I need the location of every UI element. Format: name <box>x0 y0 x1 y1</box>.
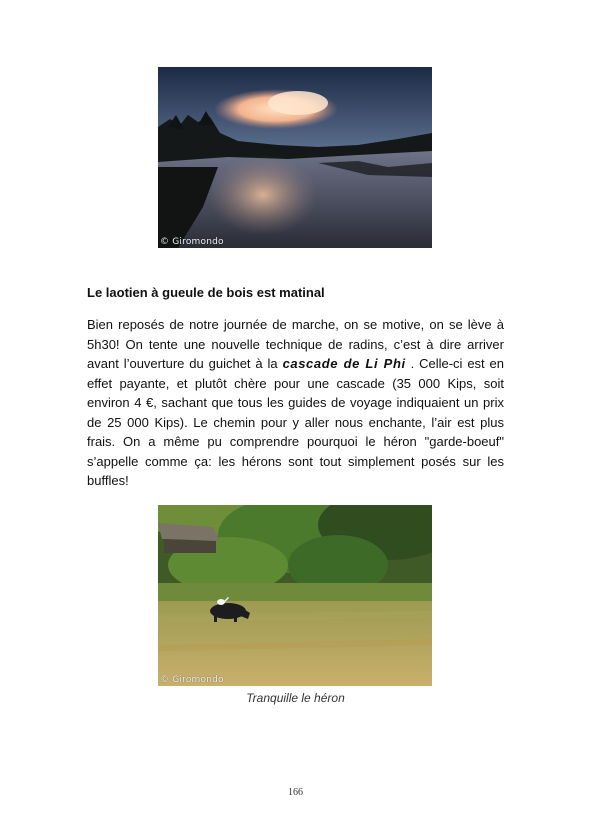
paragraph-text-start: Bien reposés de notre journée de marche, on se motive, on se lève à 5h30! On tente une nouvelle technique de radins, c’est à dire arriver avant l’ouverture du guichet à la <box>87 317 504 371</box>
photo-watermark: © Giromondo <box>160 675 224 685</box>
body-paragraph <box>87 315 504 491</box>
section-heading: Le laotien à gueule de bois est matinal <box>87 285 325 300</box>
photo-caption: Tranquille le héron <box>246 691 345 705</box>
photo-watermark: © Giromondo <box>160 237 224 247</box>
paragraph-text-end: . Celle-ci est en effet payante, et plutôt chère pour une cascade (35 000 Kips, soit environ 4 €, sachant que tous les guides de voyage indiquaient un prix de 25 000 Kips). Le chemin pour y aller nous enchante, l’air est plus frais. On a même pu comprendre pourquoi le héron "garde-boeuf" s’appelle comme ça: les hérons sont tout simplement posés sur les buffles! <box>87 356 505 488</box>
river-sunset-photo <box>158 67 432 248</box>
page-number: 166 <box>288 787 303 798</box>
river-sunset-image <box>158 67 432 248</box>
heron-buffalo-image <box>158 505 432 686</box>
place-name-emphasis: cascade de Li Phi <box>282 356 406 371</box>
heron-buffalo-photo <box>158 505 432 686</box>
